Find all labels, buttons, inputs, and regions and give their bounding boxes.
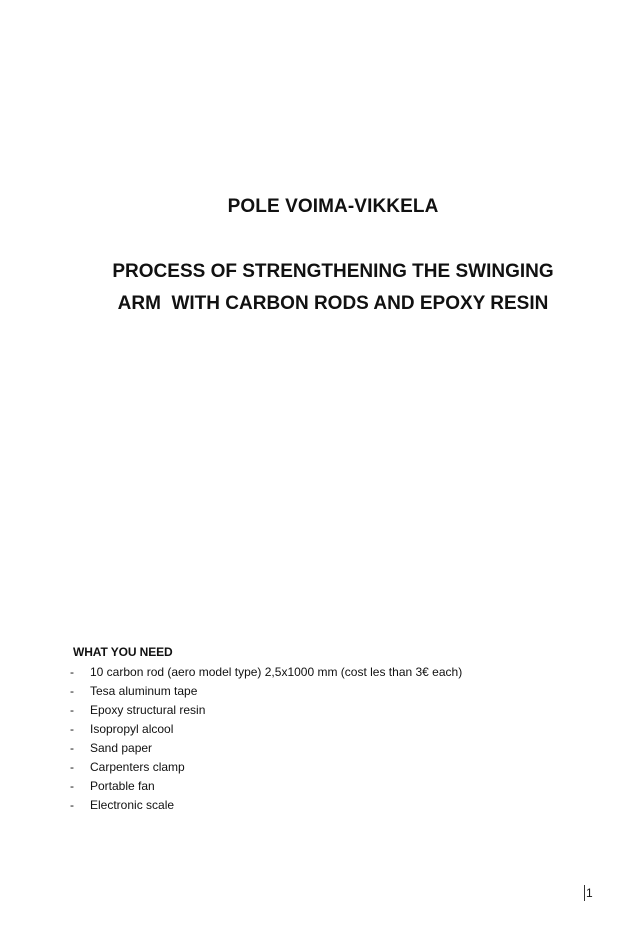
list-item	[70, 796, 590, 815]
document-subtitle	[88, 256, 578, 320]
list-dash: -	[70, 779, 74, 793]
list-item-text: Portable fan	[90, 779, 155, 793]
list-item	[70, 701, 590, 720]
list-item-text: Carpenters clamp	[90, 760, 185, 774]
page-number: 1	[586, 886, 593, 900]
list-item	[70, 663, 590, 682]
what-you-need-heading: WHAT YOU NEED	[73, 645, 173, 659]
list-item	[70, 739, 590, 758]
list-item-text: Electronic scale	[90, 798, 175, 812]
list-item-text: Tesa aluminum tape	[90, 684, 198, 698]
list-item	[70, 720, 590, 739]
list-dash: -	[70, 760, 74, 774]
list-dash: -	[70, 703, 74, 717]
list-item	[70, 758, 590, 777]
list-item	[70, 777, 590, 796]
list-dash: -	[70, 722, 74, 736]
subtitle-line-1: PROCESS OF STRENGTHENING THE SWINGING	[112, 261, 554, 282]
list-dash: -	[70, 741, 74, 755]
subtitle-line-2: ARM WITH CARBON RODS AND EPOXY RESIN	[117, 293, 549, 314]
what-you-need-section	[70, 645, 590, 815]
needs-list	[70, 663, 590, 815]
list-item-text: Isopropyl alcool	[90, 722, 174, 736]
list-dash: -	[70, 665, 74, 679]
list-dash: -	[70, 684, 74, 698]
list-item	[70, 682, 590, 701]
document-title: POLE VOIMA-VIKKELA	[227, 196, 439, 217]
list-item-text: Sand paper	[90, 741, 153, 755]
list-item-text: Epoxy structural resin	[90, 703, 206, 717]
list-item-text: 10 carbon rod (aero model type) 2,5x1000 mm (cost les than 3€ each)	[90, 665, 463, 679]
list-dash: -	[70, 798, 74, 812]
